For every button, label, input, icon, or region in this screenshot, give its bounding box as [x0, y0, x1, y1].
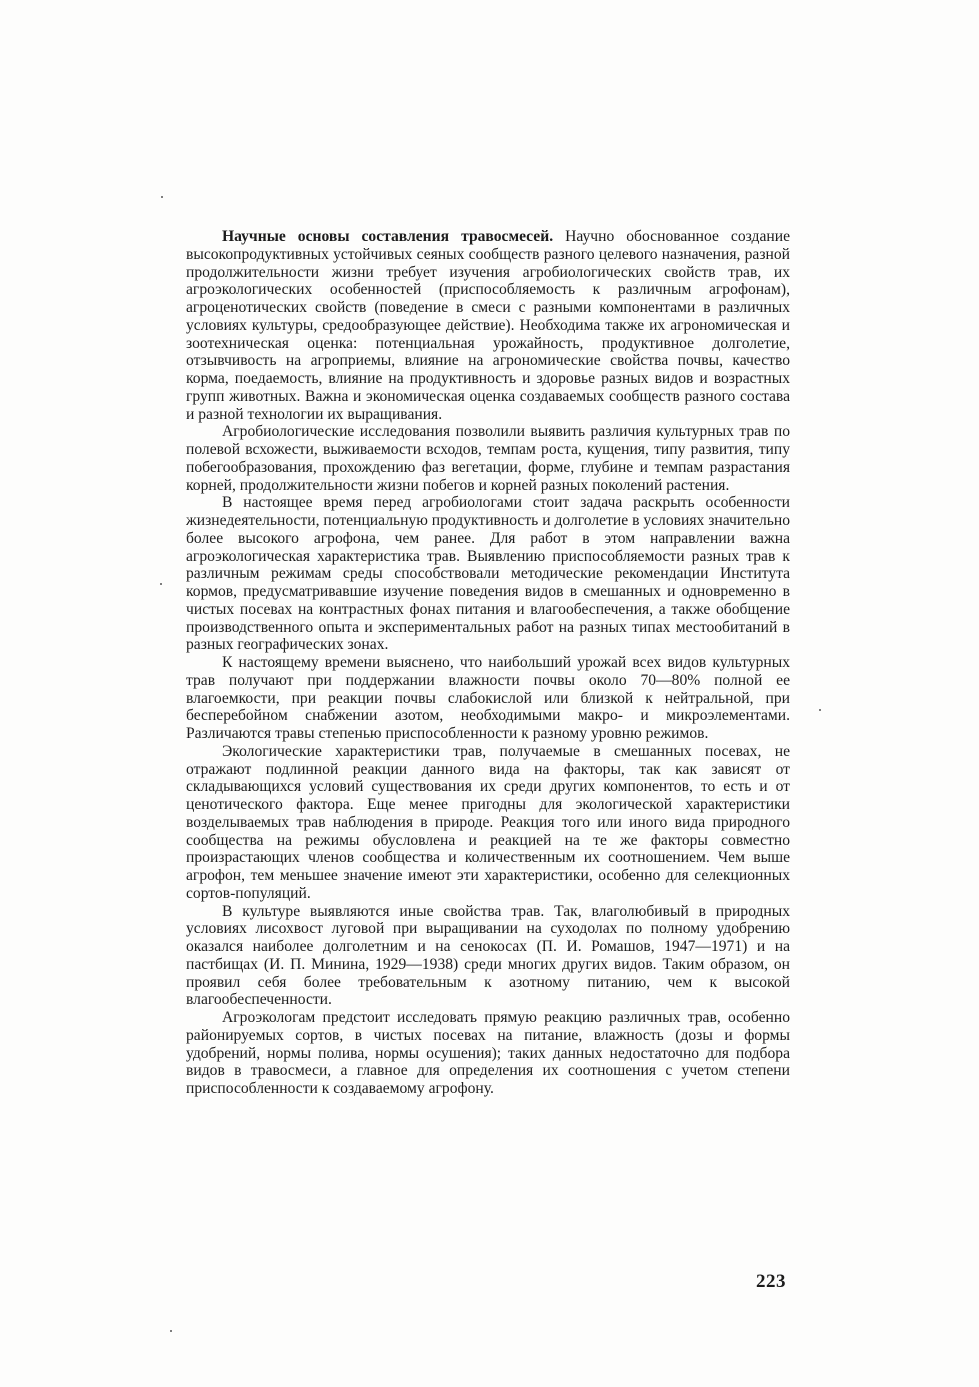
page-number: 223: [756, 1271, 786, 1292]
paragraph-3: В настоящее время перед агробиологами стоит задача раскрыть особенности жизнедеятельности, потенциальную продуктивность и долголетие в условиях значительно более высокого агрофона, чем ранее. Для работ в этом направлении важна агроэкологическая характеристика трав. Выявлению приспособляемости разных трав к различным режимам среды способствовали методические рекомендации Института кормов, предусматривавшие изучение поведения видов в смешанных и одновременно в чистых посевах на контрастных фонах питания и влагообеспечения, а также обобщение производственного опыта и экспериментальных работ на разных типах местообитаний в разных географических зонах.: [186, 494, 790, 654]
paragraph-7: Агроэкологам предстоит исследовать прямую реакцию различных трав, особенно районируемых сортов, в чистых посевах на питание, влажность (дозы и формы удобрений, нормы полива, нормы осушения); таких данных недостаточно для подбора видов в травосмеси, а главное для определения их соотношения с учетом степени приспособленности к создаваемому агрофону.: [186, 1009, 790, 1097]
paragraph-6: В культуре выявляются иные свойства трав. Так, влаголюбивый в природных условиях лисохвост луговой при выращивании на суходолах по полному удобрению оказался наиболее долголетним и на сенокосах (П. И. Ромашов, 1947—1971) и на пастбищах (И. П. Минина, 1929—1938) среди многих других видов. Таким образом, он проявил себя более требовательным к азотному питанию, чем к высокой влагообеспеченности.: [186, 902, 790, 1009]
paragraph-5: Экологические характеристики трав, получаемые в смешанных посевах, не отражают подлинной реакции данного вида на факторы, так как зависят от складывающихся условий существования их среди других компонентов, то есть и от ценотического фактора. Еще менее пригодны для экологической характеристики возделываемых трав наблюдения в природе. Реакция того или иного вида природного сообщества на режимы обусловлена и реакцией на те же факторы совместно произрастающих членов сообщества и количественным их соотношением. Чем выше агрофон, тем меньшее значение имеют эти характеристики, особенно для селекционных сортов-популяций.: [186, 742, 790, 902]
section-heading: Научные основы составления травосмесей.: [222, 228, 554, 245]
scan-speck: [819, 709, 821, 711]
scan-speck: [161, 196, 163, 198]
paragraph-1: [186, 228, 790, 423]
scan-speck: [170, 1330, 172, 1332]
body-text: [186, 228, 790, 1098]
paragraph-4: К настоящему времени выяснено, что наибольший урожай всех видов культурных трав получают при поддержании влажности почвы около 70—80% полной ее влагоемкости, при реакции почвы слабокислой или близкой к нейтральной, при бесперебойном снабжении азотом, необходимыми макро- и микроэлементами. Различаются травы степенью приспособленности к разному уровню режимов.: [186, 654, 790, 742]
paragraph-1-text: Научно обоснованное создание высокопродуктивных устойчивых сеяных сообществ разного целевого назначения, разной продолжительности жизни требует изучения агробиологических свойств трав, их агроэкологических особенностей (приспособляемость к различным агрофонам), агроценотических свойств (поведение в смеси с разными компонентами в различных условиях культуры, средообразующее действие). Необходима также их агрономическая и зоотехническая оценка: потенциальная урожайность, продуктивное долголетие, отзывчивость на агроприемы, влияние на агрономические свойства почвы, качество корма, поедаемость, влияние на продуктивность и здоровье разных видов и возрастных групп животных. Важна и экономическая оценка создаваемых сообществ разного состава и разной технологии их выращивания.: [186, 228, 790, 423]
scan-speck: [160, 583, 162, 585]
paragraph-2: Агробиологические исследования позволили выявить различия культурных трав по полевой всхожести, выживаемости всходов, темпам роста, кущения, типу развития, типу побегообразования, прохождению фаз вегетации, форме, глубине и темпам разрастания корней, продолжительности жизни побегов и корней разных поколений растения.: [186, 423, 790, 494]
